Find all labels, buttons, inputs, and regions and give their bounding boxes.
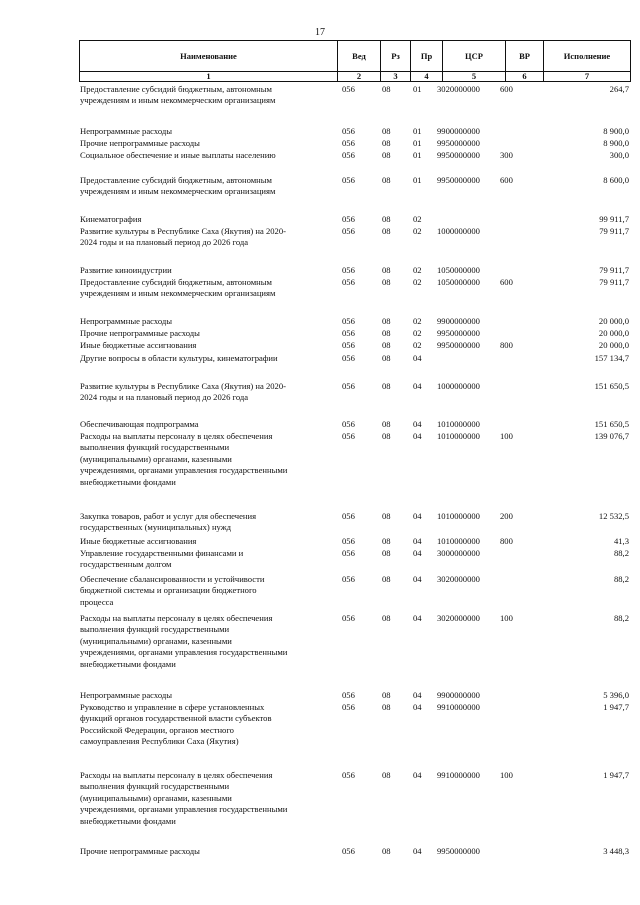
- header-num-2: 2: [338, 72, 381, 82]
- row-csr: 9950000000: [437, 150, 480, 160]
- row-vr: 600: [500, 84, 513, 94]
- row-csr: 1000000000: [437, 381, 480, 391]
- row-name-line: Обеспечение сбалансированности и устойчивости: [80, 574, 265, 584]
- row-name-line: выполнения функций государственными: [80, 442, 230, 453]
- row-csr: 9950000000: [437, 846, 480, 856]
- row-name: [80, 419, 342, 430]
- row-ved: 056: [342, 511, 355, 521]
- row-pr: 02: [413, 328, 422, 338]
- row-pr: 04: [413, 381, 422, 391]
- row-rz: 08: [382, 214, 391, 224]
- row-pr: 01: [413, 138, 422, 148]
- row-name-line: функций органов государственной власти субъектов: [80, 713, 272, 724]
- row-sum: 99 911,7: [599, 214, 629, 224]
- row-rz: 08: [382, 175, 391, 185]
- row-rz: 08: [382, 138, 391, 148]
- row-rz: 08: [382, 84, 391, 94]
- row-name: [80, 846, 342, 857]
- row-name-line: учреждениям и иным некоммерческим организациям: [80, 288, 276, 299]
- row-rz: 08: [382, 770, 391, 780]
- row-name: [80, 613, 342, 670]
- row-pr: 04: [413, 419, 422, 429]
- row-csr: 9950000000: [437, 175, 480, 185]
- row-name-line: 2024 годы и на плановый период до 2026 года: [80, 392, 249, 403]
- row-name: [80, 536, 342, 547]
- header-num-3: 3: [381, 72, 411, 82]
- row-ved: 056: [342, 613, 355, 623]
- row-ved: 056: [342, 175, 355, 185]
- row-ved: 056: [342, 265, 355, 275]
- row-ved: 056: [342, 226, 355, 236]
- row-rz: 08: [382, 277, 391, 287]
- row-name: [80, 328, 342, 339]
- row-vr: 800: [500, 536, 513, 546]
- row-pr: 04: [413, 690, 422, 700]
- row-rz: 08: [382, 265, 391, 275]
- row-sum: 41,3: [613, 536, 629, 546]
- row-name: [80, 126, 342, 137]
- row-vr: 100: [500, 770, 513, 780]
- row-pr: 04: [413, 431, 422, 441]
- row-sum: 8 900,0: [603, 126, 629, 136]
- row-pr: 04: [413, 536, 422, 546]
- header-exec: Исполнение: [544, 41, 631, 72]
- row-csr: 3020000000: [437, 613, 480, 623]
- row-name-line: учреждениям и иным некоммерческим организациям: [80, 95, 276, 106]
- row-ved: 056: [342, 702, 355, 712]
- header-num-1: 1: [80, 72, 338, 82]
- row-name-line: Кинематография: [80, 214, 142, 224]
- row-name-line: Развитие киноиндустрии: [80, 265, 172, 275]
- row-name-line: (муниципальными) органами, казенными: [80, 635, 232, 646]
- row-name-line: процесса: [80, 596, 114, 607]
- row-vr: 200: [500, 511, 513, 521]
- row-ved: 056: [342, 419, 355, 429]
- row-rz: 08: [382, 574, 391, 584]
- row-name: [80, 574, 342, 608]
- row-rz: 08: [382, 126, 391, 136]
- row-sum: 88,2: [613, 574, 629, 584]
- row-name-line: учреждениям и иным некоммерческим организациям: [80, 186, 276, 197]
- row-pr: 02: [413, 265, 422, 275]
- row-pr: 04: [413, 613, 422, 623]
- row-ved: 056: [342, 138, 355, 148]
- row-ved: 056: [342, 328, 355, 338]
- header-num-7: 7: [544, 72, 631, 82]
- row-sum: 79 911,7: [599, 226, 629, 236]
- row-pr: 01: [413, 84, 422, 94]
- row-csr: 3020000000: [437, 574, 480, 584]
- row-name: [80, 548, 342, 571]
- row-rz: 08: [382, 381, 391, 391]
- row-rz: 08: [382, 353, 391, 363]
- row-name-line: внебюджетными фондами: [80, 815, 176, 826]
- row-name-line: Расходы на выплаты персоналу в целях обеспечения: [80, 431, 273, 441]
- row-csr: 9910000000: [437, 770, 480, 780]
- row-ved: 056: [342, 277, 355, 287]
- row-csr: 1010000000: [437, 511, 480, 521]
- row-csr: 9900000000: [437, 126, 480, 136]
- row-rz: 08: [382, 690, 391, 700]
- header-num-5: 5: [443, 72, 506, 82]
- row-sum: 3 448,3: [603, 846, 629, 856]
- row-rz: 08: [382, 846, 391, 856]
- row-name-line: учреждениями, органами управления государственными: [80, 647, 288, 658]
- row-csr: 9950000000: [437, 328, 480, 338]
- row-sum: 151 650,5: [594, 381, 629, 391]
- row-name: [80, 316, 342, 327]
- row-name-line: Развитие культуры в Республике Саха (Якутия) на 2020-: [80, 381, 287, 391]
- row-name-line: Иные бюджетные ассигнования: [80, 340, 197, 350]
- row-vr: 800: [500, 340, 513, 350]
- row-name-line: Предоставление субсидий бюджетным, автономным: [80, 277, 272, 287]
- row-pr: 02: [413, 340, 422, 350]
- row-name: [80, 511, 342, 534]
- row-rz: 08: [382, 150, 391, 160]
- row-ved: 056: [342, 770, 355, 780]
- row-name-line: (муниципальными) органами, казенными: [80, 792, 232, 803]
- row-ved: 056: [342, 536, 355, 546]
- row-name-line: Прочие непрограммные расходы: [80, 846, 200, 856]
- row-name-line: 2024 годы и на плановый период до 2026 года: [80, 237, 249, 248]
- header-pr: Пр: [411, 41, 443, 72]
- page-number: 17: [315, 27, 325, 38]
- row-pr: 02: [413, 277, 422, 287]
- row-pr: 04: [413, 353, 422, 363]
- row-name-line: Развитие культуры в Республике Саха (Якутия) на 2020-: [80, 226, 287, 236]
- row-vr: 600: [500, 277, 513, 287]
- row-pr: 01: [413, 150, 422, 160]
- row-ved: 056: [342, 574, 355, 584]
- row-name: [80, 175, 342, 198]
- row-rz: 08: [382, 328, 391, 338]
- row-ved: 056: [342, 214, 355, 224]
- row-vr: 300: [500, 150, 513, 160]
- row-name-line: Обеспечивающая подпрограмма: [80, 419, 199, 429]
- row-name: [80, 340, 342, 351]
- row-pr: 02: [413, 214, 422, 224]
- row-pr: 04: [413, 702, 422, 712]
- row-ved: 056: [342, 353, 355, 363]
- row-name-line: выполнения функций государственными: [80, 624, 230, 635]
- row-sum: 20 000,0: [598, 340, 629, 350]
- row-name-line: Управление государственными финансами и: [80, 548, 244, 558]
- row-csr: 9950000000: [437, 340, 480, 350]
- row-pr: 01: [413, 175, 422, 185]
- row-vr: 600: [500, 175, 513, 185]
- row-name-line: Предоставление субсидий бюджетным, автономным: [80, 84, 272, 94]
- header-name: Наименование: [80, 41, 338, 72]
- row-csr: 9900000000: [437, 690, 480, 700]
- row-ved: 056: [342, 548, 355, 558]
- row-name-line: Российской Федерации, органов местного: [80, 724, 234, 735]
- row-name-line: Расходы на выплаты персоналу в целях обеспечения: [80, 770, 273, 780]
- row-sum: 5 396,0: [603, 690, 629, 700]
- row-name: [80, 138, 342, 149]
- row-name: [80, 265, 342, 276]
- row-sum: 88,2: [613, 613, 629, 623]
- row-name-line: государственным долгом: [80, 559, 172, 570]
- row-csr: 1000000000: [437, 226, 480, 236]
- row-sum: 8 900,0: [603, 138, 629, 148]
- header-num-6: 6: [506, 72, 544, 82]
- row-name-line: самоуправления Республики Саха (Якутия): [80, 736, 239, 747]
- row-sum: 20 000,0: [598, 328, 629, 338]
- header-rz: Рз: [381, 41, 411, 72]
- row-vr: 100: [500, 431, 513, 441]
- row-name-line: внебюджетными фондами: [80, 658, 176, 669]
- row-name-line: Прочие непрограммные расходы: [80, 328, 200, 338]
- row-csr: 1010000000: [437, 419, 480, 429]
- row-name-line: Предоставление субсидий бюджетным, автономным: [80, 175, 272, 185]
- row-name: [80, 84, 342, 107]
- row-rz: 08: [382, 548, 391, 558]
- row-name-line: Непрограммные расходы: [80, 690, 173, 700]
- row-name-line: учреждениями, органами управления государственными: [80, 465, 288, 476]
- row-name-line: Другие вопросы в области культуры, кинематографии: [80, 353, 278, 363]
- row-sum: 79 911,7: [599, 277, 629, 287]
- row-rz: 08: [382, 419, 391, 429]
- row-sum: 1 947,7: [603, 702, 629, 712]
- row-name: [80, 381, 342, 404]
- row-sum: 264,7: [609, 84, 629, 94]
- row-sum: 8 600,0: [603, 175, 629, 185]
- row-name: [80, 226, 342, 249]
- row-name-line: выполнения функций государственными: [80, 781, 230, 792]
- row-pr: 04: [413, 770, 422, 780]
- row-csr: 1050000000: [437, 277, 480, 287]
- row-pr: 02: [413, 316, 422, 326]
- row-csr: 9900000000: [437, 316, 480, 326]
- row-ved: 056: [342, 150, 355, 160]
- row-ved: 056: [342, 340, 355, 350]
- row-csr: 1050000000: [437, 265, 480, 275]
- row-rz: 08: [382, 536, 391, 546]
- row-csr: 1010000000: [437, 536, 480, 546]
- row-sum: 12 532,5: [598, 511, 629, 521]
- row-rz: 08: [382, 613, 391, 623]
- row-sum: 79 911,7: [599, 265, 629, 275]
- row-name: [80, 214, 342, 225]
- row-ved: 056: [342, 690, 355, 700]
- header-num-4: 4: [411, 72, 443, 82]
- header-vr: ВР: [506, 41, 544, 72]
- row-rz: 08: [382, 431, 391, 441]
- row-name: [80, 431, 342, 488]
- row-name: [80, 353, 342, 364]
- row-name: [80, 277, 342, 300]
- row-sum: 300,0: [609, 150, 629, 160]
- row-rz: 08: [382, 511, 391, 521]
- row-name-line: Прочие непрограммные расходы: [80, 138, 200, 148]
- row-ved: 056: [342, 126, 355, 136]
- row-csr: 3000000000: [437, 548, 480, 558]
- row-name-line: Закупка товаров, работ и услуг для обеспечения: [80, 511, 257, 521]
- row-name-line: учреждениями, органами управления государственными: [80, 804, 288, 815]
- table-header: [79, 40, 631, 82]
- row-rz: 08: [382, 702, 391, 712]
- row-name-line: Социальное обеспечение и иные выплаты населению: [80, 150, 276, 160]
- row-name-line: бюджетной системы и организации бюджетного: [80, 585, 257, 596]
- row-pr: 04: [413, 548, 422, 558]
- row-csr: 1010000000: [437, 431, 480, 441]
- row-name-line: государственных (муниципальных) нужд: [80, 522, 232, 533]
- row-sum: 139 076,7: [594, 431, 629, 441]
- row-sum: 88,2: [613, 548, 629, 558]
- row-rz: 08: [382, 316, 391, 326]
- row-pr: 01: [413, 126, 422, 136]
- header-ved: Вед: [338, 41, 381, 72]
- row-name-line: Расходы на выплаты персоналу в целях обеспечения: [80, 613, 273, 623]
- row-ved: 056: [342, 84, 355, 94]
- row-ved: 056: [342, 846, 355, 856]
- row-name: [80, 150, 342, 161]
- row-name-line: внебюджетными фондами: [80, 476, 176, 487]
- row-csr: 9910000000: [437, 702, 480, 712]
- row-name-line: Иные бюджетные ассигнования: [80, 536, 197, 546]
- row-csr: 3020000000: [437, 84, 480, 94]
- row-name: [80, 702, 342, 748]
- row-sum: 157 134,7: [594, 353, 629, 363]
- header-csr: ЦСР: [443, 41, 506, 72]
- row-sum: 20 000,0: [598, 316, 629, 326]
- row-pr: 04: [413, 574, 422, 584]
- row-vr: 100: [500, 613, 513, 623]
- row-name: [80, 770, 342, 827]
- row-ved: 056: [342, 431, 355, 441]
- row-pr: 02: [413, 226, 422, 236]
- row-name-line: Руководство и управление в сфере установленных: [80, 702, 265, 712]
- row-sum: 1 947,7: [603, 770, 629, 780]
- row-name-line: Непрограммные расходы: [80, 316, 173, 326]
- row-pr: 04: [413, 846, 422, 856]
- row-ved: 056: [342, 381, 355, 391]
- row-name-line: (муниципальными) органами, казенными: [80, 453, 232, 464]
- row-csr: 9950000000: [437, 138, 480, 148]
- row-rz: 08: [382, 226, 391, 236]
- row-rz: 08: [382, 340, 391, 350]
- row-ved: 056: [342, 316, 355, 326]
- row-name-line: Непрограммные расходы: [80, 126, 173, 136]
- row-sum: 151 650,5: [594, 419, 629, 429]
- row-name: [80, 690, 342, 701]
- row-pr: 04: [413, 511, 422, 521]
